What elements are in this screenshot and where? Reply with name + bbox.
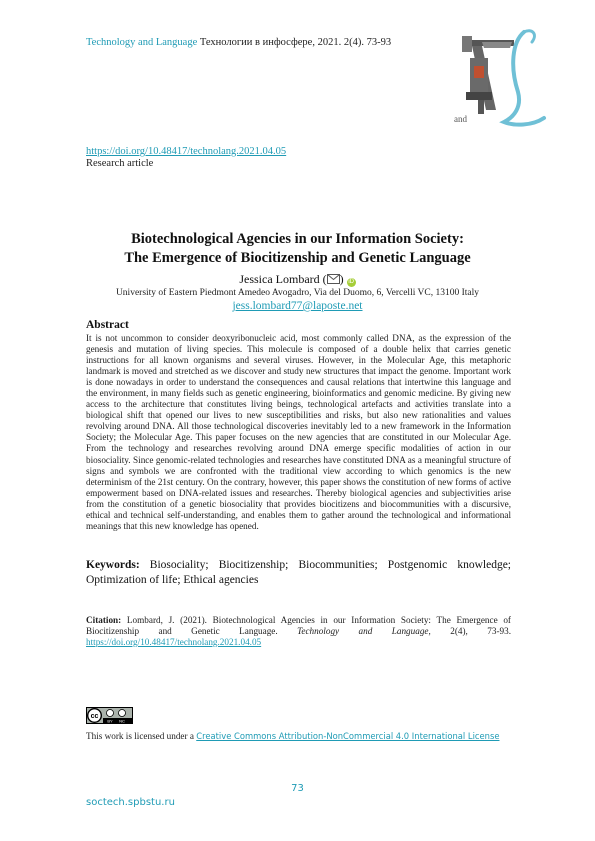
article-type: Research article — [86, 158, 154, 169]
author-paren-close: ) — [339, 272, 344, 286]
license-line — [86, 731, 499, 741]
license-text: This work is licensed under a — [86, 731, 197, 741]
orcid-icon[interactable]: iD — [348, 279, 354, 285]
license-link[interactable]: Creative Commons Attribution-NonCommercial 4.0 International License — [196, 731, 500, 741]
author-email[interactable] — [0, 300, 595, 312]
site-url[interactable]: soctech.spbstu.ru — [86, 797, 175, 808]
author-affiliation: University of Eastern Piedmont Amedeo Avogadro, Via del Duomo, 6, Vercelli VC, 13100 Italy — [115, 288, 480, 298]
keywords-label: Keywords: — [86, 559, 140, 571]
abstract-heading: Abstract — [86, 319, 129, 331]
author-line — [0, 272, 595, 287]
journal-header — [86, 37, 391, 48]
citation-text-1: Lombard, J. (2021). Biotechnological Agencies in our Information Society: The Emergence of Biocitizenship and Genetic Language. — [86, 615, 511, 636]
citation — [86, 615, 511, 648]
author-name: Jessica Lombard ( — [239, 272, 327, 286]
doi-link[interactable]: https://doi.org/10.48417/technolang.2021.04.05 — [86, 146, 287, 157]
logo-letters: and — [454, 114, 467, 124]
journal-logo — [452, 22, 552, 132]
author-email-link[interactable]: jess.lombard77@laposte.net — [232, 300, 363, 312]
page-number: 73 — [291, 783, 304, 794]
badge-nc-text: NC — [119, 718, 125, 724]
citation-doi-link[interactable]: https://doi.org/10.48417/technolang.2021.04.05 — [86, 637, 262, 647]
abstract-text: It is not uncommon to consider deoxyribonucleic acid, most commonly called DNA, as the expression of the genesis and mutation of living species. This molecule is composed of a double helix that carries genetic instructions for all known organisms and several viruses. However, in the Molecular Age, this metaphoric landmark is moved and stretched as we discover and study new structures that impact the genome. Important work is done nowadays in order to understand the consequences and causal relations that intertwine this language and the environment, in many fields such as genetic engineering, bioinformatics and genomic medicine. By giving new access to the architecture that constitutes living beings, technological artefacts and activities translate into a biological shift that opened our lives to new susceptibilities and risks, but also new rationalities and values revolving around DNA. All those technological discoveries inevitably led to a new framework in the Information Society; the Molecular Age. This paper focuses on the new agencies that are constituted in our Molecular Age. From the technology and researches revolving around DNA emerge specific modalities of action in our biosociality. Since genomic-related technologies and researches have constituted DNA as a meaningful structure of signs and symbols we are confronted with the traditional view according to which genomics is the new determinism of the 21st century. On the contrary, however, this paper shows the constitution of new forms of active empowerment based on DNA-related issues and researches. Thereby biological agencies and subjectivities arise from the constitution of a genetic biosociality that provides biocitizens and biocommunities with a discursive, ethical and technical self-understanding, and enables them to gather around the technological and informational meanings that this new knowledge has opened. — [86, 333, 511, 531]
title-line-2: The Emergence of Biocitizenship and Genetic Language — [124, 250, 471, 266]
journal-name-en: Technology and Language — [86, 37, 198, 48]
keywords — [86, 558, 511, 588]
keywords-text: Biosociality; Biocitizenship; Biocommunities; Postgenomic knowledge; Optimization of life; Ethical agencies — [86, 559, 511, 586]
cc-by-nc-badge[interactable] — [86, 707, 133, 724]
paper-title — [60, 230, 535, 268]
citation-label: Citation: — [86, 615, 122, 625]
citation-journal: Technology and Language — [297, 626, 429, 636]
email-icon[interactable] — [327, 274, 340, 284]
citation-text-2: , 2(4), 73-93. — [428, 626, 511, 636]
journal-name-ru: Технологии в инфосфере, 2021. 2(4). 73-93 — [197, 37, 392, 48]
badge-by-text: BY — [107, 718, 113, 724]
title-line-1: Biotechnological Agencies in our Information Society: — [131, 231, 464, 247]
badge-cc-text: cc — [90, 713, 99, 720]
